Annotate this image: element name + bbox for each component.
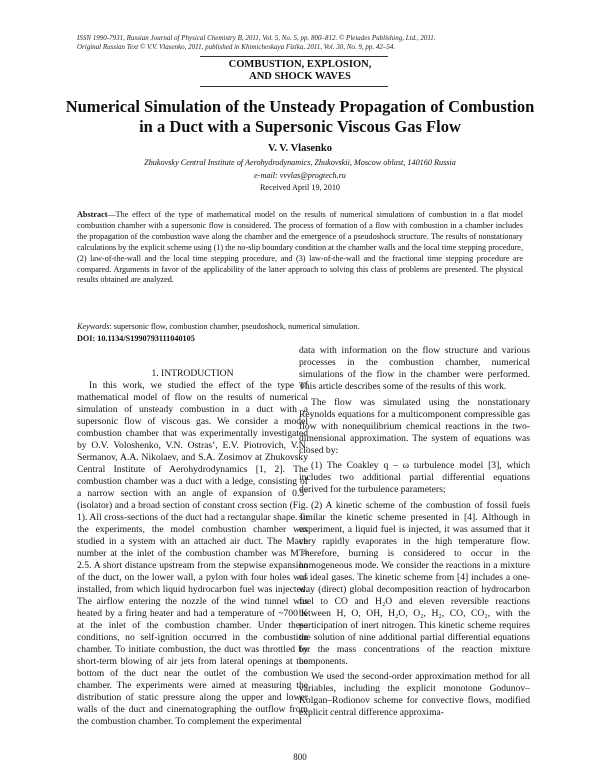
section-line-1: COMBUSTION, EXPLOSION, (228, 59, 372, 70)
section-rule-top (200, 56, 388, 57)
received-date: Received April 19, 2010 (259, 183, 341, 192)
page-number: 800 (293, 752, 307, 762)
right-paragraph-1: data with information on the flow structure and various processes in the combustion chamber, numerical simulations of the flow in the chamber were performed. This article describes some of the results of this work. (299, 345, 530, 392)
right-paragraph-2: The flow was simulated using the nonstationary Reynolds equations for a multicomponent compressible gas flow with nonequilibrium chemical reactions in the two-dimensional approximation. The system of equations was closed by: (299, 396, 530, 456)
doi: DOI: 10.1134/S1990793111040105 (77, 334, 195, 343)
abstract-label: Abstract (77, 210, 108, 219)
paper-title (40, 97, 560, 137)
keywords (77, 322, 523, 333)
intro-heading: 1. INTRODUCTION (151, 368, 234, 379)
abstract-text: —The effect of the type of mathematical model on the results of numerical simulations of combustion in a flat model combustion chamber with a supersonic flow is considered. The process of formation of a flow with combustion in a chamber includes the propagation of the combustion wave along the chamber and the emergence of a pseudoshock structure. The results of nonstationary calculations by the explicit scheme using (1) the no-slip boundary condition at the chamber walls and the local time stepping procedure, (2) law-of-the-wall and the local time stepping procedure, and (3) law-of-the-wall and the fractional time stepping procedure are compared. Arguments in favor of the applicability of the latter approach to solving this class of problems are presented. The physical results obtained are analyzed. (77, 210, 523, 285)
keywords-text: : supersonic flow, combustion chamber, pseudoshock, numerical simulation. (109, 322, 360, 331)
title-line-1: Numerical Simulation of the Unsteady Propagation of Combustion (65, 97, 535, 116)
header-line-1: ISSN 1990-7931, Russian Journal of Physical Chemistry B, 2011, Vol. 5, No. 5, pp. 800–812. © Pleiades Publishing, Ltd., 2011. (77, 34, 436, 42)
right-paragraph-3: (1) The Coakley q – ω turbulence model [3], which includes two additional partial differential equations derived for the turbulence parameters; (299, 460, 530, 495)
email: e-mail: vvvlas@progtech.ru (254, 171, 346, 180)
left-column (77, 368, 308, 728)
abstract (77, 210, 523, 286)
left-paragraph-1: In this work, we studied the effect of the type of mathematical model of flow on the results of numerical simulation of unsteady combustion in a duct with a supersonic flow of viscous gas. We consider a model combustion chamber that was experimentally investigated by O.V. Voloshenko, V.N. Ostras’, E.V. Piotrovich, V.N. Sermanov, A.A. Nikolaev, and S.A. Zosimov at Zhukovsky Central Institute of Aerohydrodynamics [1, 2]. The combustion chamber was a duct with a ledge, consisting of a narrow section with an angle of expansion of 0.5° (isolator) and a broad section of constant cross section (Fig. 1). All cross-sections of the duct had a rectangular shape. In the experiments, the model combustion chamber was studied in a system with an attached air duct. The Mach number at the inlet of the combustion chamber was M ≈ 2.5. A short distance upstream from the stepwise expansion of the duct, on the lower wall, a pylon with four holes was installed, from which liquid hydrocarbon fuel was injected. The airflow entering the nozzle of the wind tunnel was heated by a firing heater and had a temperature of ~700 K at the inlet of the combustion chamber. Under these conditions, no self-ignition occurred in the combustion chamber. To initiate combustion, the duct was throttled by short-term blowing of air jets from lateral openings at the bottom of the duct near the outlet of the combustion chamber. The experiments were aimed at measuring the distribution of static pressure along the upper and lower walls of the duct and cinematographing the outflow from the combustion chamber. To complement the experimental (77, 380, 308, 727)
right-paragraph-5: We used the second-order approximation method for all variables, including the explicit monotone Godunov–Kolgan–Rodionov scheme for convective flows, modified explicit central difference approxima- (299, 671, 530, 718)
section-line-2: AND SHOCK WAVES (249, 71, 351, 82)
section-heading (0, 59, 600, 83)
journal-header (77, 34, 537, 52)
title-line-2: in a Duct with a Supersonic Viscous Gas Flow (139, 117, 461, 136)
keywords-label: Keywords (77, 322, 110, 331)
section-rule-bottom (200, 86, 388, 87)
author: V. V. Vlasenko (267, 143, 332, 154)
header-line-2: Original Russian Text © V.V. Vlasenko, 2011, published in Khimicheskaya Fizika, 2011, Vol. 30, No. 9, pp. 42–54. (77, 43, 396, 51)
right-paragraph-4: (2) A kinetic scheme of the combustion of fossil fuels similar the kinetic scheme presented in [4]. Although in experiment, a liquid fuel is injected, it was assumed that it very rapidly evaporates in the high temperature flow. Therefore, burning is considered to occur in the homogeneous mode. We consider the reactions in a mixture of ideal gases. The kinetic scheme from [4] includes a one-way (direct) global decomposition reaction of hydrocarbon fuel to CO and H₂O and eleven reversible reactions between H, O, OH, H₂O, O₂, H₂, CO, CO₂, with the participation of inert nitrogen. This kinetic scheme requires the solution of nine additional partial differential equations for the mass concentrations of the reaction mixture components. (299, 499, 530, 667)
affiliation: Zhukovsky Central Institute of Aerohydrodynamics, Zhukovskii, Moscow oblast, 140160 Russia (144, 158, 456, 167)
right-column (299, 345, 530, 723)
